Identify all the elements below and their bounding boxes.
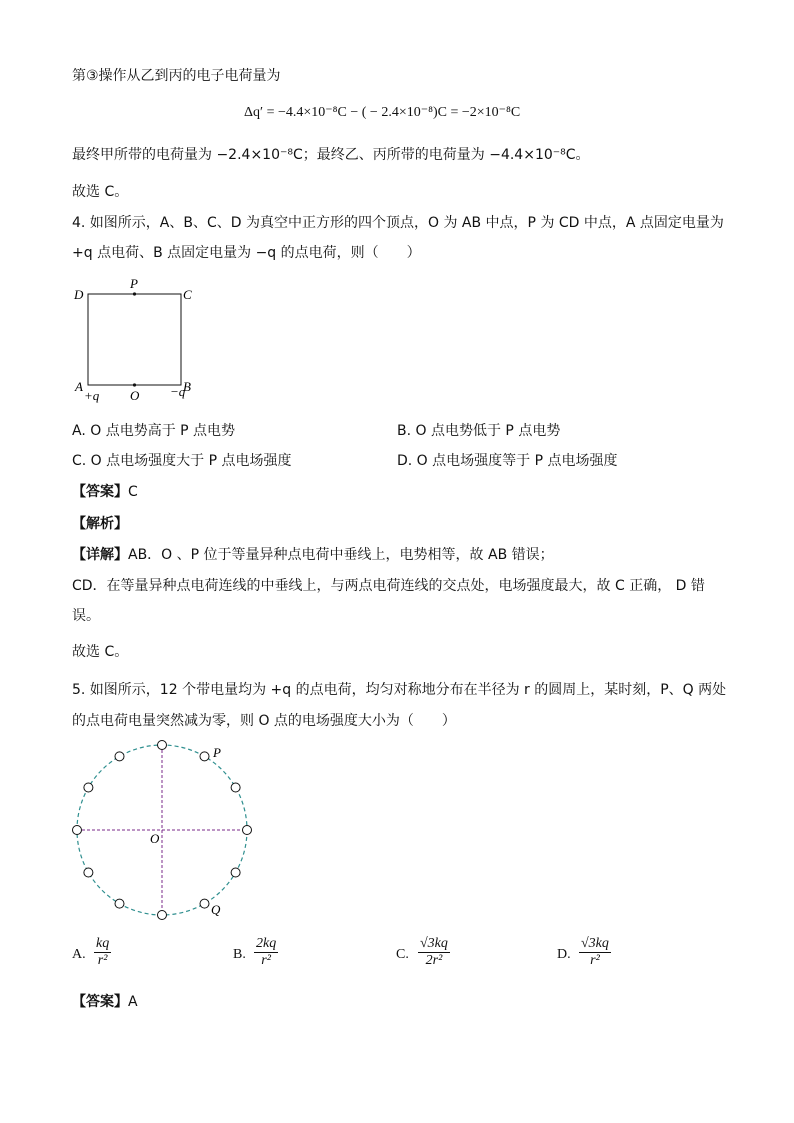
q4-square-figure — [66, 274, 206, 404]
q5-stem-line1: 5. 如图所示，12 个带电量均为 +q 的点电荷，均匀对称地分布在半径为 r 的圆周上，某时刻，P、Q 两处 — [72, 682, 727, 698]
point-charge-marker — [84, 783, 93, 792]
point-charge-marker — [84, 868, 93, 877]
point-charge-marker — [158, 911, 167, 920]
q4-option-c: C. O 点电场强度大于 P 点电场强度 — [72, 453, 292, 469]
point-p-label: P — [213, 745, 221, 760]
q4-answer-line — [72, 482, 138, 502]
numerator: √3kq — [581, 936, 609, 951]
q4-analysis-tag: 【解析】 — [72, 516, 128, 532]
q4-detail-line2: CD．在等量异种点电荷连线的中垂线上，与两点电荷连线的交点处，电场强度最大，故 C 正确， D 错 — [72, 578, 705, 594]
denominator: r² — [590, 953, 600, 968]
point-charge-marker — [115, 899, 124, 908]
q5-circle-figure — [60, 735, 270, 930]
q5-answer-line — [72, 992, 138, 1012]
q5-option-c-label: C. — [396, 947, 409, 962]
q4-detail-line1 — [72, 545, 554, 565]
prev-solution-result: 最终甲所带的电荷量为 −2.4×10⁻⁸C；最终乙、丙所带的电荷量为 −4.4×10⁻⁸C。 — [72, 147, 590, 163]
square-abcd — [88, 294, 181, 385]
point-o — [133, 383, 136, 386]
q5-option-a-label: A. — [72, 947, 86, 962]
prev-solution-line: 第③操作从乙到丙的电子电荷量为 — [72, 68, 281, 84]
point-charge-marker — [200, 752, 209, 761]
q5-option-b-label: B. — [233, 947, 246, 962]
q4-option-d: D. O 点电场强度等于 P 点电场强度 — [397, 453, 618, 469]
point-q-label: Q — [211, 902, 221, 917]
point-o-label: O — [130, 388, 140, 403]
vertex-b-label: B — [183, 379, 191, 394]
vertex-d-label: D — [74, 287, 84, 302]
answer-value: C — [128, 484, 138, 500]
q5-option-d-fraction — [579, 936, 611, 969]
answer-tag: 【答案】 — [72, 994, 128, 1010]
q5-option-a-fraction — [94, 936, 111, 969]
q5-option-d-label: D. — [557, 947, 571, 962]
point-charge-marker — [200, 899, 209, 908]
detail-text: AB．O 、P 位于等量异种点电荷中垂线上，电势相等，故 AB 错误； — [128, 547, 554, 563]
charge-plus-q-label: +q — [84, 388, 100, 403]
q4-stem-line2: +q 点电荷、B 点固定电量为 −q 的点电荷，则（ ） — [72, 245, 421, 261]
point-p-label: P — [130, 276, 138, 291]
denominator: r² — [261, 953, 271, 968]
numerator: kq — [96, 936, 110, 951]
numerator: √3kq — [420, 936, 448, 951]
denominator: 2r² — [425, 953, 443, 968]
q4-detail-line3: 误。 — [72, 608, 100, 624]
q5-option-b-fraction — [254, 936, 278, 969]
prev-solution-conclusion: 故选 C。 — [72, 184, 129, 200]
q4-option-b: B. O 点电势低于 P 点电势 — [397, 423, 561, 439]
numerator: 2kq — [256, 936, 277, 951]
point-p — [133, 292, 136, 295]
q5-option-c-fraction — [418, 936, 450, 969]
q4-stem-line1: 4. 如图所示，A、B、C、D 为真空中正方形的四个顶点，O 为 AB 中点，P 为 CD 中点，A 点固定电量为 — [72, 215, 724, 231]
point-charge-marker — [231, 783, 240, 792]
charge-ring — [73, 741, 252, 920]
point-charge-marker — [115, 752, 124, 761]
vertex-c-label: C — [183, 287, 192, 302]
center-o-label: O — [150, 831, 160, 846]
q5-stem-line2: 的点电荷电量突然减为零，则 O 点的电场强度大小为（ ） — [72, 713, 456, 729]
prev-solution-formula: Δq′ = −4.4×10⁻⁸C − ( − 2.4×10⁻⁸)C = −2×10⁻⁸C — [244, 105, 521, 120]
vertex-a-label: A — [75, 379, 83, 394]
detail-tag: 【详解】 — [72, 547, 128, 563]
point-charge-marker — [231, 868, 240, 877]
q4-option-a: A. O 点电势高于 P 点电势 — [72, 423, 236, 439]
answer-tag: 【答案】 — [72, 484, 128, 500]
answer-value: A — [128, 994, 138, 1010]
charge-minus-q-label: −q — [170, 384, 186, 399]
point-charge-marker — [158, 741, 167, 750]
denominator: r² — [97, 953, 108, 968]
point-charge-marker — [73, 826, 82, 835]
point-charge-marker — [243, 826, 252, 835]
q4-conclusion: 故选 C。 — [72, 644, 129, 660]
